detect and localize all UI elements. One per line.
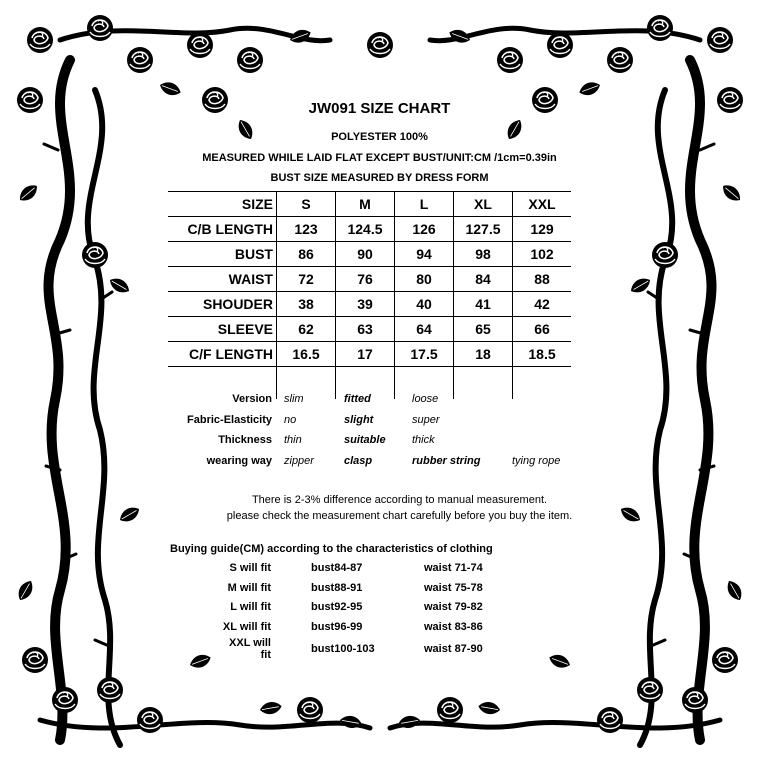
table-row (168, 342, 571, 367)
cell: 62 (277, 317, 336, 342)
attribute-option (512, 389, 592, 410)
cell: 18 (454, 342, 513, 367)
guide-size: XXL will fit (229, 637, 271, 662)
cell: 98 (454, 242, 513, 267)
cell: 76 (336, 267, 395, 292)
guide-row (216, 617, 524, 637)
attribute-label: Version (232, 393, 272, 406)
table-row (168, 217, 571, 242)
cell: 17.5 (395, 342, 454, 367)
cell: 65 (454, 317, 513, 342)
chart-title: JW091 SIZE CHART (308, 100, 451, 117)
cell: 102 (513, 242, 572, 267)
guide-size: M will fit (227, 581, 271, 594)
guide-size: XL will fit (222, 621, 271, 634)
disclaimer-line-1: There is 2-3% difference according to manual measurement. (251, 494, 548, 506)
cell: 94 (395, 242, 454, 267)
table-row (168, 292, 571, 317)
guide-size: L will fit (230, 601, 271, 614)
measure-note: MEASURED WHILE LAID FLAT EXCEPT BUST/UNIT:CM /1cm=0.39in (202, 152, 557, 164)
attribute-row (186, 389, 592, 410)
row-label: SHOUDER (168, 292, 277, 317)
row-label: C/F LENGTH (168, 342, 277, 367)
attribute-option: thick (412, 434, 435, 447)
cell: 17 (336, 342, 395, 367)
guide-waist: waist 75-78 (424, 581, 483, 594)
attribute-label: wearing way (206, 455, 272, 468)
table-row (168, 242, 571, 267)
attribute-option: super (412, 413, 440, 426)
size-header-label: SIZE (168, 192, 277, 217)
guide-bust: bust100-103 (311, 643, 375, 656)
attribute-option (512, 410, 592, 431)
guide-waist: waist 87-90 (424, 643, 483, 656)
attribute-option: slim (284, 393, 304, 406)
guide-waist: waist 79-82 (424, 601, 483, 614)
attribute-option-selected: rubber string (412, 455, 481, 468)
guide-bust: bust84-87 (311, 561, 363, 574)
size-header-xl: XL (454, 192, 513, 217)
cell: 39 (336, 292, 395, 317)
row-label: SLEEVE (168, 317, 277, 342)
cell: 72 (277, 267, 336, 292)
attribute-option: no (284, 413, 297, 426)
guide-size: S will fit (229, 561, 271, 574)
attribute-row (186, 410, 592, 431)
guide-waist: waist 83-86 (424, 621, 483, 634)
bottom-right-branch (390, 720, 720, 728)
row-label: C/B LENGTH (168, 217, 277, 242)
cell: 18.5 (513, 342, 572, 367)
row-label: BUST (168, 242, 277, 267)
cell: 86 (277, 242, 336, 267)
attribute-table (186, 389, 592, 471)
attribute-row (186, 451, 592, 472)
attribute-label: Fabric-Elasticity (187, 413, 272, 426)
row-label: WAIST (168, 267, 277, 292)
guide-waist: waist 71-74 (424, 561, 483, 574)
size-header-xxl: XXL (513, 192, 572, 217)
cell: 40 (395, 292, 454, 317)
attribute-row (186, 430, 592, 451)
cell: 124.5 (336, 217, 395, 242)
disclaimer-line-2: please check the measurement chart carefully before you buy the item. (226, 510, 573, 522)
attribute-option: zipper (284, 455, 314, 468)
guide-row (216, 598, 524, 618)
size-header-m: M (336, 192, 395, 217)
cell: 80 (395, 267, 454, 292)
size-table (168, 191, 571, 399)
bust-note: BUST SIZE MEASURED BY DRESS FORM (270, 172, 489, 184)
cell: 84 (454, 267, 513, 292)
guide-row (216, 578, 524, 598)
table-row (168, 267, 571, 292)
attribute-option: tying rope (512, 455, 561, 468)
cell: 127.5 (454, 217, 513, 242)
cell: 123 (277, 217, 336, 242)
cell: 16.5 (277, 342, 336, 367)
material-note: POLYESTER 100% (331, 131, 428, 143)
cell: 42 (513, 292, 572, 317)
cell: 90 (336, 242, 395, 267)
size-header-s: S (277, 192, 336, 217)
cell: 41 (454, 292, 513, 317)
attribute-option-selected: clasp (344, 455, 373, 468)
guide-row (216, 637, 524, 661)
cell: 129 (513, 217, 572, 242)
guide-bust: bust92-95 (311, 601, 363, 614)
table-row (168, 317, 571, 342)
cell: 38 (277, 292, 336, 317)
cell: 88 (513, 267, 572, 292)
size-header-l: L (395, 192, 454, 217)
attribute-label: Thickness (218, 434, 272, 447)
attribute-option: thin (284, 434, 302, 447)
buying-guide-table (216, 558, 524, 661)
attribute-option: loose (412, 393, 439, 406)
size-header-row (168, 192, 571, 217)
buying-guide-title: Buying guide(CM) according to the characteristics of clothing (170, 543, 493, 555)
right-vine-secondary (640, 90, 672, 745)
guide-bust: bust88-91 (311, 581, 363, 594)
attribute-option (512, 430, 592, 451)
attribute-option-selected: slight (344, 413, 374, 426)
guide-bust: bust96-99 (311, 621, 363, 634)
bottom-left-branch (40, 720, 370, 728)
left-vine-secondary (88, 90, 120, 745)
cell: 126 (395, 217, 454, 242)
attribute-option-selected: fitted (344, 393, 371, 406)
cell: 63 (336, 317, 395, 342)
cell: 64 (395, 317, 454, 342)
guide-row (216, 558, 524, 578)
attribute-option-selected: suitable (344, 434, 386, 447)
cell: 66 (513, 317, 572, 342)
